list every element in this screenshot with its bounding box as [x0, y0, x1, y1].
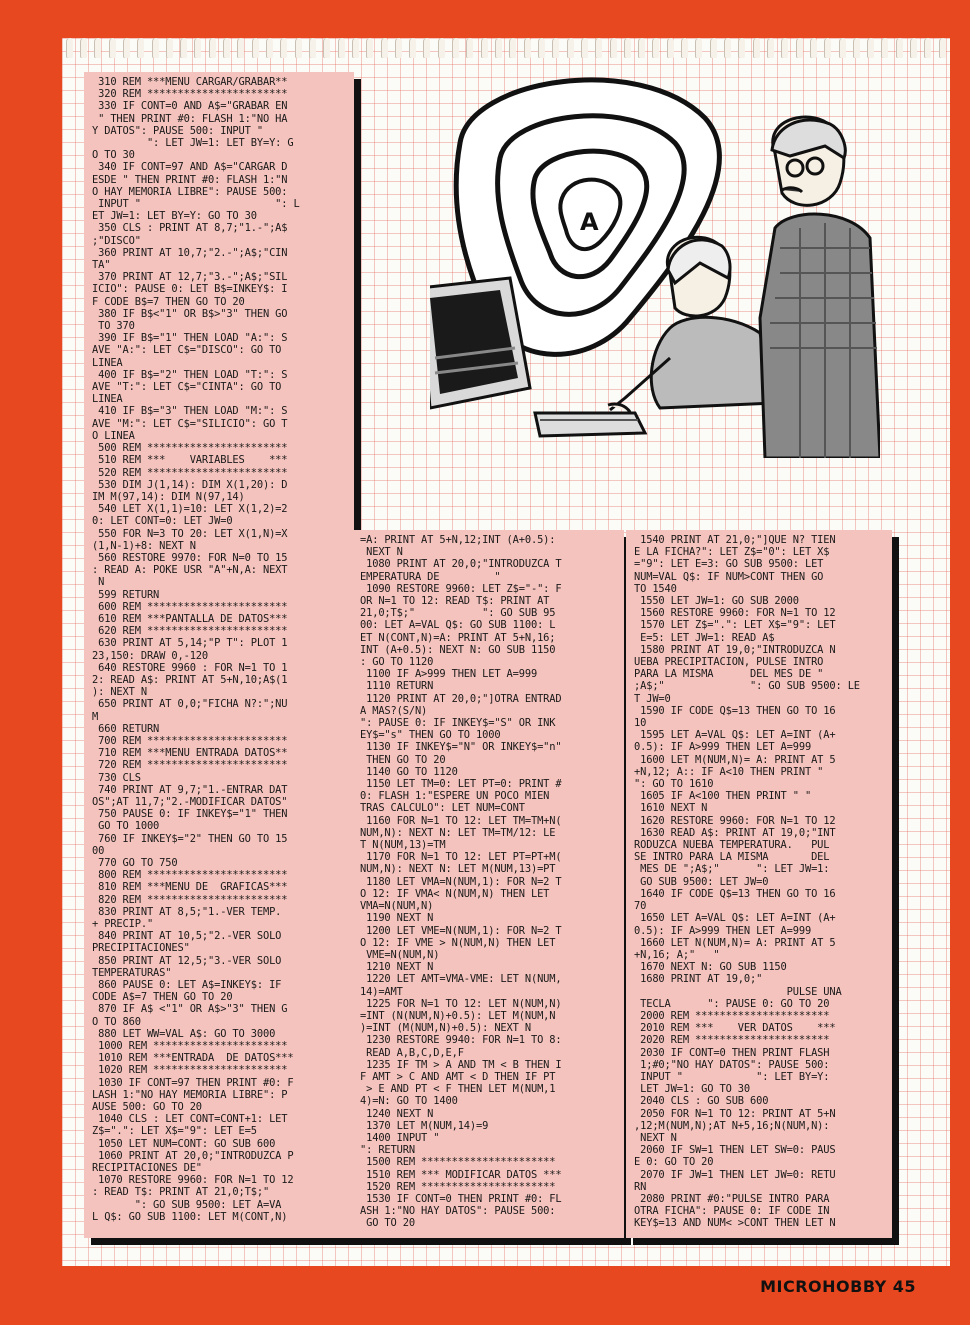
code-line: 740 PRINT AT 9,7;"1.-ENTRAR DAT — [92, 783, 288, 796]
basic-listing-column-3 — [626, 530, 892, 1238]
spiral-ring — [180, 38, 187, 58]
code-line: F AMT > C AND AMT < D THEN IF PT — [360, 1070, 556, 1083]
code-line: NUM,N): NEXT N: LET M(NUM,13)=PT — [360, 863, 556, 876]
code-line: 1120 PRINT AT 20,0;"]OTRA ENTRAD — [360, 692, 562, 705]
code-line: 560 RESTORE 9970: FOR N=0 TO 15 — [92, 551, 288, 564]
illustration-weather-map-computer — [430, 58, 880, 458]
spiral-ring — [695, 38, 702, 58]
code-line: 530 DIM J(1,14): DIM X(1,20): D — [92, 478, 288, 491]
code-line: 350 CLS : PRINT AT 8,7;"1.-";A$ — [92, 222, 288, 235]
code-line: 00 — [92, 844, 105, 857]
code-line: 630 PRINT AT 5,14;"P T": PLOT 1 — [92, 637, 288, 650]
code-line: EY$="s" THEN GO TO 1000 — [360, 729, 501, 742]
code-line: T N(NUM,13)=TM — [360, 839, 446, 852]
code-line: 830 PRINT AT 8,5;"1.-VER TEMP. — [92, 905, 282, 918]
spiral-binding — [62, 32, 950, 58]
code-line: ": PAUSE 0: IF INKEY$="S" OR INK — [360, 717, 556, 730]
spiral-ring — [910, 38, 917, 58]
code-line: 1680 PRINT AT 19,0;" — [634, 973, 763, 986]
code-line: INPUT " ": L — [92, 198, 300, 211]
code-line: 1160 FOR N=1 TO 12: LET TM=TM+N( — [360, 814, 562, 827]
code-line: NUM=VAL Q$: IF NUM>CONT THEN GO — [634, 570, 824, 583]
code-line: 600 REM *********************** — [92, 600, 288, 613]
code-line: 810 REM ***MENU DE GRAFICAS*** — [92, 881, 288, 894]
code-line: AVE "M:": LET C$="SILICIO": GO T — [92, 417, 288, 430]
code-line: 1030 IF CONT=97 THEN PRINT #0: F — [92, 1076, 294, 1089]
spiral-ring — [939, 38, 946, 58]
code-line: OS";AT 11,7;"2.-MODIFICAR DATOS" — [92, 795, 288, 808]
magazine-name: MICROHOBBY — [760, 1277, 887, 1296]
spiral-ring — [839, 38, 846, 58]
code-line: 1230 RESTORE 9940: FOR N=1 TO 8: — [360, 1034, 562, 1047]
code-line: 1540 PRINT AT 21,0;"]QUE N? TIEN — [634, 534, 836, 546]
code-line: ET N(CONT,N)=A: PRINT AT 5+N,16; — [360, 631, 556, 644]
spiral-ring — [166, 38, 173, 58]
code-line: : READ A: POKE USR "A"+N,A: NEXT — [92, 564, 288, 577]
code-line: NEXT N — [634, 1131, 677, 1144]
code-line: 23,150: DRAW 0,-120 — [92, 649, 209, 662]
code-line: AUSE 500: GO TO 20 — [92, 1101, 202, 1114]
code-line: 840 PRINT AT 10,5;"2.-VER SOLO — [92, 930, 282, 943]
code-line: ET JW=1: LET BY=Y: GO TO 30 — [92, 210, 257, 223]
code-line: N — [92, 576, 105, 589]
code-line: 1180 LET VMA=N(NUM,1): FOR N=2 T — [360, 875, 562, 888]
code-line: 1570 LET Z$=".": LET X$="9": LET — [634, 619, 836, 632]
spiral-ring — [194, 38, 201, 58]
spiral-ring — [681, 38, 688, 58]
code-line: 0.5): IF A>999 THEN LET A=999 — [634, 924, 812, 937]
code-line: 710 REM ***MENU ENTRADA DATOS** — [92, 747, 288, 760]
page-footer — [754, 1277, 916, 1296]
code-line: : GO TO 1120 — [360, 656, 434, 669]
spiral-ring — [366, 38, 373, 58]
code-line: INPUT " ": LET BY=Y: — [634, 1070, 830, 1083]
code-line: 370 PRINT AT 12,7;"3.-";A$;"SIL — [92, 271, 288, 284]
spiral-ring — [423, 38, 430, 58]
code-line: 1610 NEXT N — [634, 802, 708, 815]
code-line: 2080 PRINT #0:"PULSE INTRO PARA — [634, 1192, 830, 1205]
code-line: 1050 LET NUM=CONT: GO SUB 600 — [92, 1137, 276, 1150]
code-line: PARA LA MISMA DEL MES DE " — [634, 668, 824, 681]
code-line: TO 1540 — [634, 582, 677, 595]
code-line: 1040 CLS : LET CONT=CONT+1: LET — [92, 1113, 288, 1126]
spiral-ring — [466, 38, 473, 58]
code-line: UEBA PRECIPITACION, PULSE INTRO — [634, 656, 824, 669]
spiral-ring — [438, 38, 445, 58]
code-line: 1630 READ A$: PRINT AT 19,0;"INT — [634, 826, 836, 839]
code-line: 720 REM *********************** — [92, 759, 288, 772]
code-line: 14)=AMT — [360, 985, 403, 998]
code-line: A MAS?(S/N) — [360, 704, 428, 717]
spiral-ring — [781, 38, 788, 58]
code-line: 1110 RETURN — [360, 680, 434, 693]
code-line: THEN GO TO 20 — [360, 753, 446, 766]
code-line: ": GO TO 1610 — [634, 778, 714, 791]
code-line: : READ T$: PRINT AT 21,0;T$;" — [92, 1186, 270, 1199]
code-line: O 12: IF VME > N(NUM,N) THEN LET — [360, 936, 556, 949]
code-line: 650 PRINT AT 0,0;"FICHA N?:";NU — [92, 698, 288, 711]
code-line: =A: PRINT AT 5+N,12;INT (A+0.5): — [360, 534, 556, 546]
code-line: ;A$;" ": GO SUB 9500: LE — [634, 680, 860, 693]
code-line: 1500 REM ********************** — [360, 1156, 556, 1169]
code-line: ;"DISCO" — [92, 234, 141, 247]
code-line: 400 IF B$="2" THEN LOAD "T:": S — [92, 368, 288, 381]
code-line: 1670 NEXT N: GO SUB 1150 — [634, 961, 787, 974]
code-line: 330 IF CONT=0 AND A$="GRABAR EN — [92, 100, 288, 113]
code-line: 1140 GO TO 1120 — [360, 765, 458, 778]
code-line: 860 PAUSE 0: LET A$=INKEY$: IF — [92, 979, 282, 992]
code-line: 1590 IF CODE Q$=13 THEN GO TO 16 — [634, 704, 836, 717]
spiral-ring — [252, 38, 259, 58]
code-line: 10 — [634, 717, 647, 730]
spiral-ring — [924, 38, 931, 58]
page-number: 45 — [892, 1277, 916, 1296]
spiral-ring — [524, 38, 531, 58]
code-line: E 0: GO TO 20 — [634, 1156, 714, 1169]
spiral-ring — [452, 38, 459, 58]
spiral-ring — [710, 38, 717, 58]
code-line: 0: LET CONT=0: LET JW=0 — [92, 515, 233, 528]
code-line: 820 REM *********************** — [92, 893, 288, 906]
spiral-ring — [266, 38, 273, 58]
spiral-ring — [137, 38, 144, 58]
basic-listing-column-2 — [352, 530, 624, 1238]
code-line: 2: READ A$: PRINT AT 5+N,10;A$(1 — [92, 673, 288, 686]
code-line: =INT (N(NUM,N)+0.5): LET M(NUM,N — [360, 1009, 556, 1022]
code-line: NUM,N): NEXT N: LET TM=TM/12: LE — [360, 826, 556, 839]
code-line: 880 LET WW=VAL A$: GO TO 3000 — [92, 1027, 276, 1040]
code-line: T JW=0 — [634, 692, 671, 705]
code-line: TO 370 — [92, 320, 135, 333]
spiral-ring — [481, 38, 488, 58]
code-line: 2030 IF CONT=0 THEN PRINT FLASH — [634, 1046, 830, 1059]
code-line: > E AND PT < F THEN LET M(NUM,1 — [360, 1083, 556, 1096]
code-line: 870 IF A$ <"1" OR A$>"3" THEN G — [92, 1003, 288, 1016]
spiral-ring — [209, 38, 216, 58]
code-line: 2070 IF JW=1 THEN LET JW=0: RETU — [634, 1168, 836, 1181]
code-line: 1000 REM ********************** — [92, 1040, 288, 1053]
code-line: OTRA FICHA": PAUSE 0: IF CODE IN — [634, 1205, 830, 1218]
spiral-ring — [853, 38, 860, 58]
code-line: 1510 REM *** MODIFICAR DATOS *** — [360, 1168, 562, 1181]
spiral-ring — [338, 38, 345, 58]
code-line: 500 REM *********************** — [92, 442, 288, 455]
code-line: OR N=1 TO 12: READ T$: PRINT AT — [360, 595, 550, 608]
code-line: IM M(97,14): DIM N(97,14) — [92, 490, 245, 503]
code-line: MES DE ";A$;" ": LET JW=1: — [634, 863, 830, 876]
code-line: SE INTRO PARA LA MISMA DEL — [634, 851, 830, 864]
code-line: O TO 30 — [92, 149, 135, 162]
spiral-ring — [94, 38, 101, 58]
spiral-ring — [395, 38, 402, 58]
code-line: O LINEA — [92, 429, 135, 442]
code-line: 1520 REM ********************** — [360, 1180, 556, 1193]
code-line: ASH 1:"NO HAY DATOS": PAUSE 500: — [360, 1205, 556, 1218]
code-line: 599 RETURN — [92, 588, 160, 601]
code-line: 310 REM ***MENU CARGAR/GRABAR** — [92, 76, 288, 88]
code-line: 550 FOR N=3 TO 20: LET X(1,N)=X — [92, 527, 288, 540]
code-line: AVE "A:": LET C$="DISCO": GO TO — [92, 344, 282, 357]
code-line: RECIPITACIONES DE" — [92, 1162, 202, 1175]
spiral-ring — [810, 38, 817, 58]
code-line: 760 IF INKEY$="2" THEN GO TO 15 — [92, 832, 288, 845]
code-line: GO SUB 9500: LET JW=0 — [634, 875, 769, 888]
spiral-ring — [409, 38, 416, 58]
spiral-ring — [610, 38, 617, 58]
code-line: 770 GO TO 750 — [92, 857, 178, 869]
code-line: 70 — [634, 900, 647, 913]
code-line: 1070 RESTORE 9960: FOR N=1 TO 12 — [92, 1174, 294, 1187]
code-line: O 12: IF VMA< N(NUM,N) THEN LET — [360, 887, 550, 900]
code-line: " THEN PRINT #0: FLASH 1:"NO HA — [92, 112, 288, 125]
spiral-ring — [66, 38, 73, 58]
code-line: +N,12; A:: IF A<10 THEN PRINT " — [634, 765, 824, 778]
code-line: AVE "T:": LET C$="CINTA": GO TO — [92, 381, 282, 394]
spiral-ring — [309, 38, 316, 58]
code-line: + PRECIP." — [92, 918, 154, 931]
code-line: LASH 1:"NO HAY MEMORIA LIBRE": P — [92, 1088, 288, 1101]
spiral-ring — [595, 38, 602, 58]
spiral-ring — [223, 38, 230, 58]
code-line: 380 IF B$<"1" OR B$>"3" THEN GO — [92, 307, 288, 320]
code-line: Y DATOS": PAUSE 500: INPUT " — [92, 124, 263, 137]
code-line: 4)=N: GO TO 1400 — [360, 1095, 458, 1108]
spiral-ring — [567, 38, 574, 58]
code-line: ": GO SUB 9500: LET A=VA — [92, 1198, 282, 1211]
code-line: 2020 REM ********************** — [634, 1034, 830, 1047]
spiral-ring — [152, 38, 159, 58]
computer-keyboard — [535, 413, 645, 436]
code-line: 1020 REM ********************** — [92, 1064, 288, 1077]
code-line: 610 REM ***PANTALLA DE DATOS*** — [92, 612, 288, 625]
code-line: 1225 FOR N=1 TO 12: LET N(NUM,N) — [360, 997, 562, 1010]
code-line: TEMPERATURAS" — [92, 966, 172, 979]
spiral-ring — [767, 38, 774, 58]
code-line: ": LET JW=1: LET BY=Y: G — [92, 137, 294, 150]
code-line: 1550 LET JW=1: GO SUB 2000 — [634, 595, 799, 608]
code-line: 1400 INPUT " — [360, 1131, 440, 1144]
code-line: 1170 FOR N=1 TO 12: LET PT=PT+M( — [360, 851, 562, 864]
code-line: M — [92, 710, 99, 723]
spiral-ring — [109, 38, 116, 58]
spiral-ring — [667, 38, 674, 58]
code-line: 340 IF CONT=97 AND A$="CARGAR D — [92, 161, 288, 174]
spiral-ring — [867, 38, 874, 58]
spiral-ring — [724, 38, 731, 58]
code-line: ,12;M(NUM,N);AT N+5,16;N(NUM,N): — [634, 1119, 830, 1132]
code-line: 540 LET X(1,1)=10: LET X(1,2)=2 — [92, 503, 288, 516]
spiral-ring — [581, 38, 588, 58]
spiral-ring — [881, 38, 888, 58]
code-line: TECLA ": PAUSE 0: GO TO 20 — [634, 997, 830, 1010]
code-line: PRECIPITACIONES" — [92, 942, 190, 955]
code-line: 750 PAUSE 0: IF INKEY$="1" THEN — [92, 808, 288, 821]
code-line: 1130 IF INKEY$="N" OR INKEY$="n" — [360, 741, 562, 754]
code-line: LINEA — [92, 393, 123, 406]
code-line: 1190 NEXT N — [360, 912, 434, 925]
code-line: 00: LET A=VAL Q$: GO SUB 1100: L — [360, 619, 556, 632]
spiral-ring — [552, 38, 559, 58]
spiral-ring — [123, 38, 130, 58]
spiral-ring — [381, 38, 388, 58]
basic-listing-column-1 — [84, 72, 354, 1238]
spiral-ring — [352, 38, 359, 58]
spiral-ring — [753, 38, 760, 58]
code-line: VME=N(NUM,N) — [360, 948, 440, 961]
code-line: 510 REM *** VARIABLES *** — [92, 454, 288, 467]
code-line: 390 IF B$="1" THEN LOAD "A:": S — [92, 332, 288, 345]
code-line: O TO 860 — [92, 1015, 141, 1028]
spiral-ring — [638, 38, 645, 58]
code-line: 1090 RESTORE 9960: LET Z$="-": F — [360, 582, 562, 595]
spiral-ring — [323, 38, 330, 58]
spiral-ring — [824, 38, 831, 58]
code-line: 1080 PRINT AT 20,0;"INTRODUZCA T — [360, 558, 562, 571]
code-line: 2050 FOR N=1 TO 12: PRINT AT 5+N — [634, 1107, 836, 1120]
spiral-ring — [280, 38, 287, 58]
spiral-ring — [295, 38, 302, 58]
code-line: 520 REM *********************** — [92, 466, 288, 479]
code-line: O HAY MEMORIA LIBRE": PAUSE 500: — [92, 185, 288, 198]
code-line: ): NEXT N — [92, 686, 147, 699]
code-line: L Q$: GO SUB 1100: LET M(CONT,N) — [92, 1210, 288, 1223]
code-line: 1240 NEXT N — [360, 1107, 434, 1120]
code-line: ESDE " THEN PRINT #0: FLASH 1:"N — [92, 173, 288, 186]
code-line: EMPERATURA DE " — [360, 570, 501, 583]
man-figure — [760, 117, 880, 458]
code-line: TRAS CALCULO": LET NUM=CONT — [360, 802, 525, 815]
code-line: Z$=".": LET X$="9": LET E=5 — [92, 1125, 257, 1138]
code-line: (1,N-1)+8: NEXT N — [92, 539, 196, 552]
code-line: 2040 CLS : GO SUB 600 — [634, 1095, 769, 1108]
code-line: 660 RETURN — [92, 722, 160, 735]
code-line: 640 RESTORE 9960 : FOR N=1 TO 1 — [92, 661, 288, 674]
code-line: KEY$=13 AND NUM< >CONT THEN LET N — [634, 1217, 836, 1230]
code-line: 1370 LET M(NUM,14)=9 — [360, 1119, 489, 1132]
spiral-ring — [652, 38, 659, 58]
code-line: 0.5): IF A>999 THEN LET A=999 — [634, 741, 812, 754]
code-line: RN — [634, 1180, 647, 1193]
code-line: RODUZCA NUEBA TEMPERATURA. PUL — [634, 839, 830, 852]
spiral-ring — [896, 38, 903, 58]
spiral-ring — [237, 38, 244, 58]
code-line: 1060 PRINT AT 20,0;"INTRODUZCA P — [92, 1149, 294, 1162]
code-line: 1640 IF CODE Q$=13 THEN GO TO 16 — [634, 887, 836, 900]
code-line: 730 CLS — [92, 771, 141, 784]
code-line: PULSE UNA — [634, 985, 842, 998]
code-line: 21,0;T$;" ": GO SUB 95 — [360, 607, 556, 620]
code-line: F CODE B$=7 THEN GO TO 20 — [92, 295, 245, 308]
code-line: 1235 IF TM > A AND TM < B THEN I — [360, 1058, 562, 1071]
code-line: CODE A$=7 THEN GO TO 20 — [92, 991, 233, 1004]
spiral-ring — [738, 38, 745, 58]
code-line: ICIO": PAUSE 0: LET B$=INKEY$: I — [92, 283, 288, 296]
map-label-a: A — [580, 208, 599, 236]
code-line: 1010 REM ***ENTRADA DE DATOS*** — [92, 1052, 294, 1065]
code-line: 1605 IF A<100 THEN PRINT " " — [634, 790, 812, 803]
code-line: 1600 LET M(NUM,N)= A: PRINT AT 5 — [634, 753, 836, 766]
code-line: 700 REM *********************** — [92, 734, 288, 747]
spiral-ring — [538, 38, 545, 58]
code-line: 1580 PRINT AT 19,0;"INTRODUZCA N — [634, 643, 836, 656]
code-line: +N,16; A;" " — [634, 948, 720, 961]
code-line: GO TO 1000 — [92, 820, 160, 833]
code-line: 2000 REM ********************** — [634, 1009, 830, 1022]
code-line: 0: FLASH 1:"ESPERE UN POCO MIEN — [360, 790, 550, 803]
code-line: LINEA — [92, 356, 123, 369]
code-line: INT (A+0.5): NEXT N: GO SUB 1150 — [360, 643, 556, 656]
code-line: E=5: LET JW=1: READ A$ — [634, 631, 775, 644]
spiral-ring — [796, 38, 803, 58]
code-line: 850 PRINT AT 12,5;"3.-VER SOLO — [92, 954, 282, 967]
code-line: READ A,B,C,D,E,F — [360, 1046, 464, 1059]
code-line: LET JW=1: GO TO 30 — [634, 1083, 751, 1096]
code-line: VMA=N(NUM,N) — [360, 900, 434, 913]
code-line: 620 REM *********************** — [92, 625, 288, 638]
code-line: 320 REM *********************** — [92, 88, 288, 101]
code-line: 1100 IF A>999 THEN LET A=999 — [360, 668, 538, 681]
spiral-ring — [495, 38, 502, 58]
spiral-ring — [624, 38, 631, 58]
code-line: )=INT (M(NUM,N)+0.5): NEXT N — [360, 1022, 531, 1035]
code-line: 1595 LET A=VAL Q$: LET A=INT (A+ — [634, 729, 836, 742]
code-line: TA" — [92, 259, 111, 272]
code-line: 1620 RESTORE 9960: FOR N=1 TO 12 — [634, 814, 836, 827]
code-line: 1650 LET A=VAL Q$: LET A=INT (A+ — [634, 912, 836, 925]
spiral-ring — [509, 38, 516, 58]
code-line: 1560 RESTORE 9960: FOR N=1 TO 12 — [634, 607, 836, 620]
spiral-ring — [80, 38, 87, 58]
code-line: ="9": LET E=3: GO SUB 9500: LET — [634, 558, 824, 571]
code-line: 1210 NEXT N — [360, 961, 434, 974]
code-line: ": RETURN — [360, 1144, 415, 1157]
code-line: 2010 REM *** VER DATOS *** — [634, 1022, 836, 1035]
code-line: 1220 LET AMT=VMA-VME: LET N(NUM, — [360, 973, 562, 986]
code-line: NEXT N — [360, 546, 403, 559]
code-line: E LA FICHA?": LET Z$="0": LET X$ — [634, 546, 830, 559]
computer-monitor — [430, 278, 530, 408]
code-line: 1530 IF CONT=0 THEN PRINT #0: FL — [360, 1192, 562, 1205]
code-line: 1150 LET TM=0: LET PT=0: PRINT # — [360, 778, 562, 791]
code-line: 1660 LET N(NUM,N)= A: PRINT AT 5 — [634, 936, 836, 949]
code-line: 1;#0;"NO HAY DATOS": PAUSE 500: — [634, 1058, 830, 1071]
code-line: 1200 LET VME=N(NUM,1): FOR N=2 T — [360, 924, 562, 937]
code-line: 800 REM *********************** — [92, 869, 288, 882]
code-line: GO TO 20 — [360, 1217, 415, 1230]
code-line: 2060 IF SW=1 THEN LET SW=0: PAUS — [634, 1144, 836, 1157]
code-line: 360 PRINT AT 10,7;"2.-";A$;"CIN — [92, 246, 288, 259]
code-line: 410 IF B$="3" THEN LOAD "M:": S — [92, 405, 288, 418]
